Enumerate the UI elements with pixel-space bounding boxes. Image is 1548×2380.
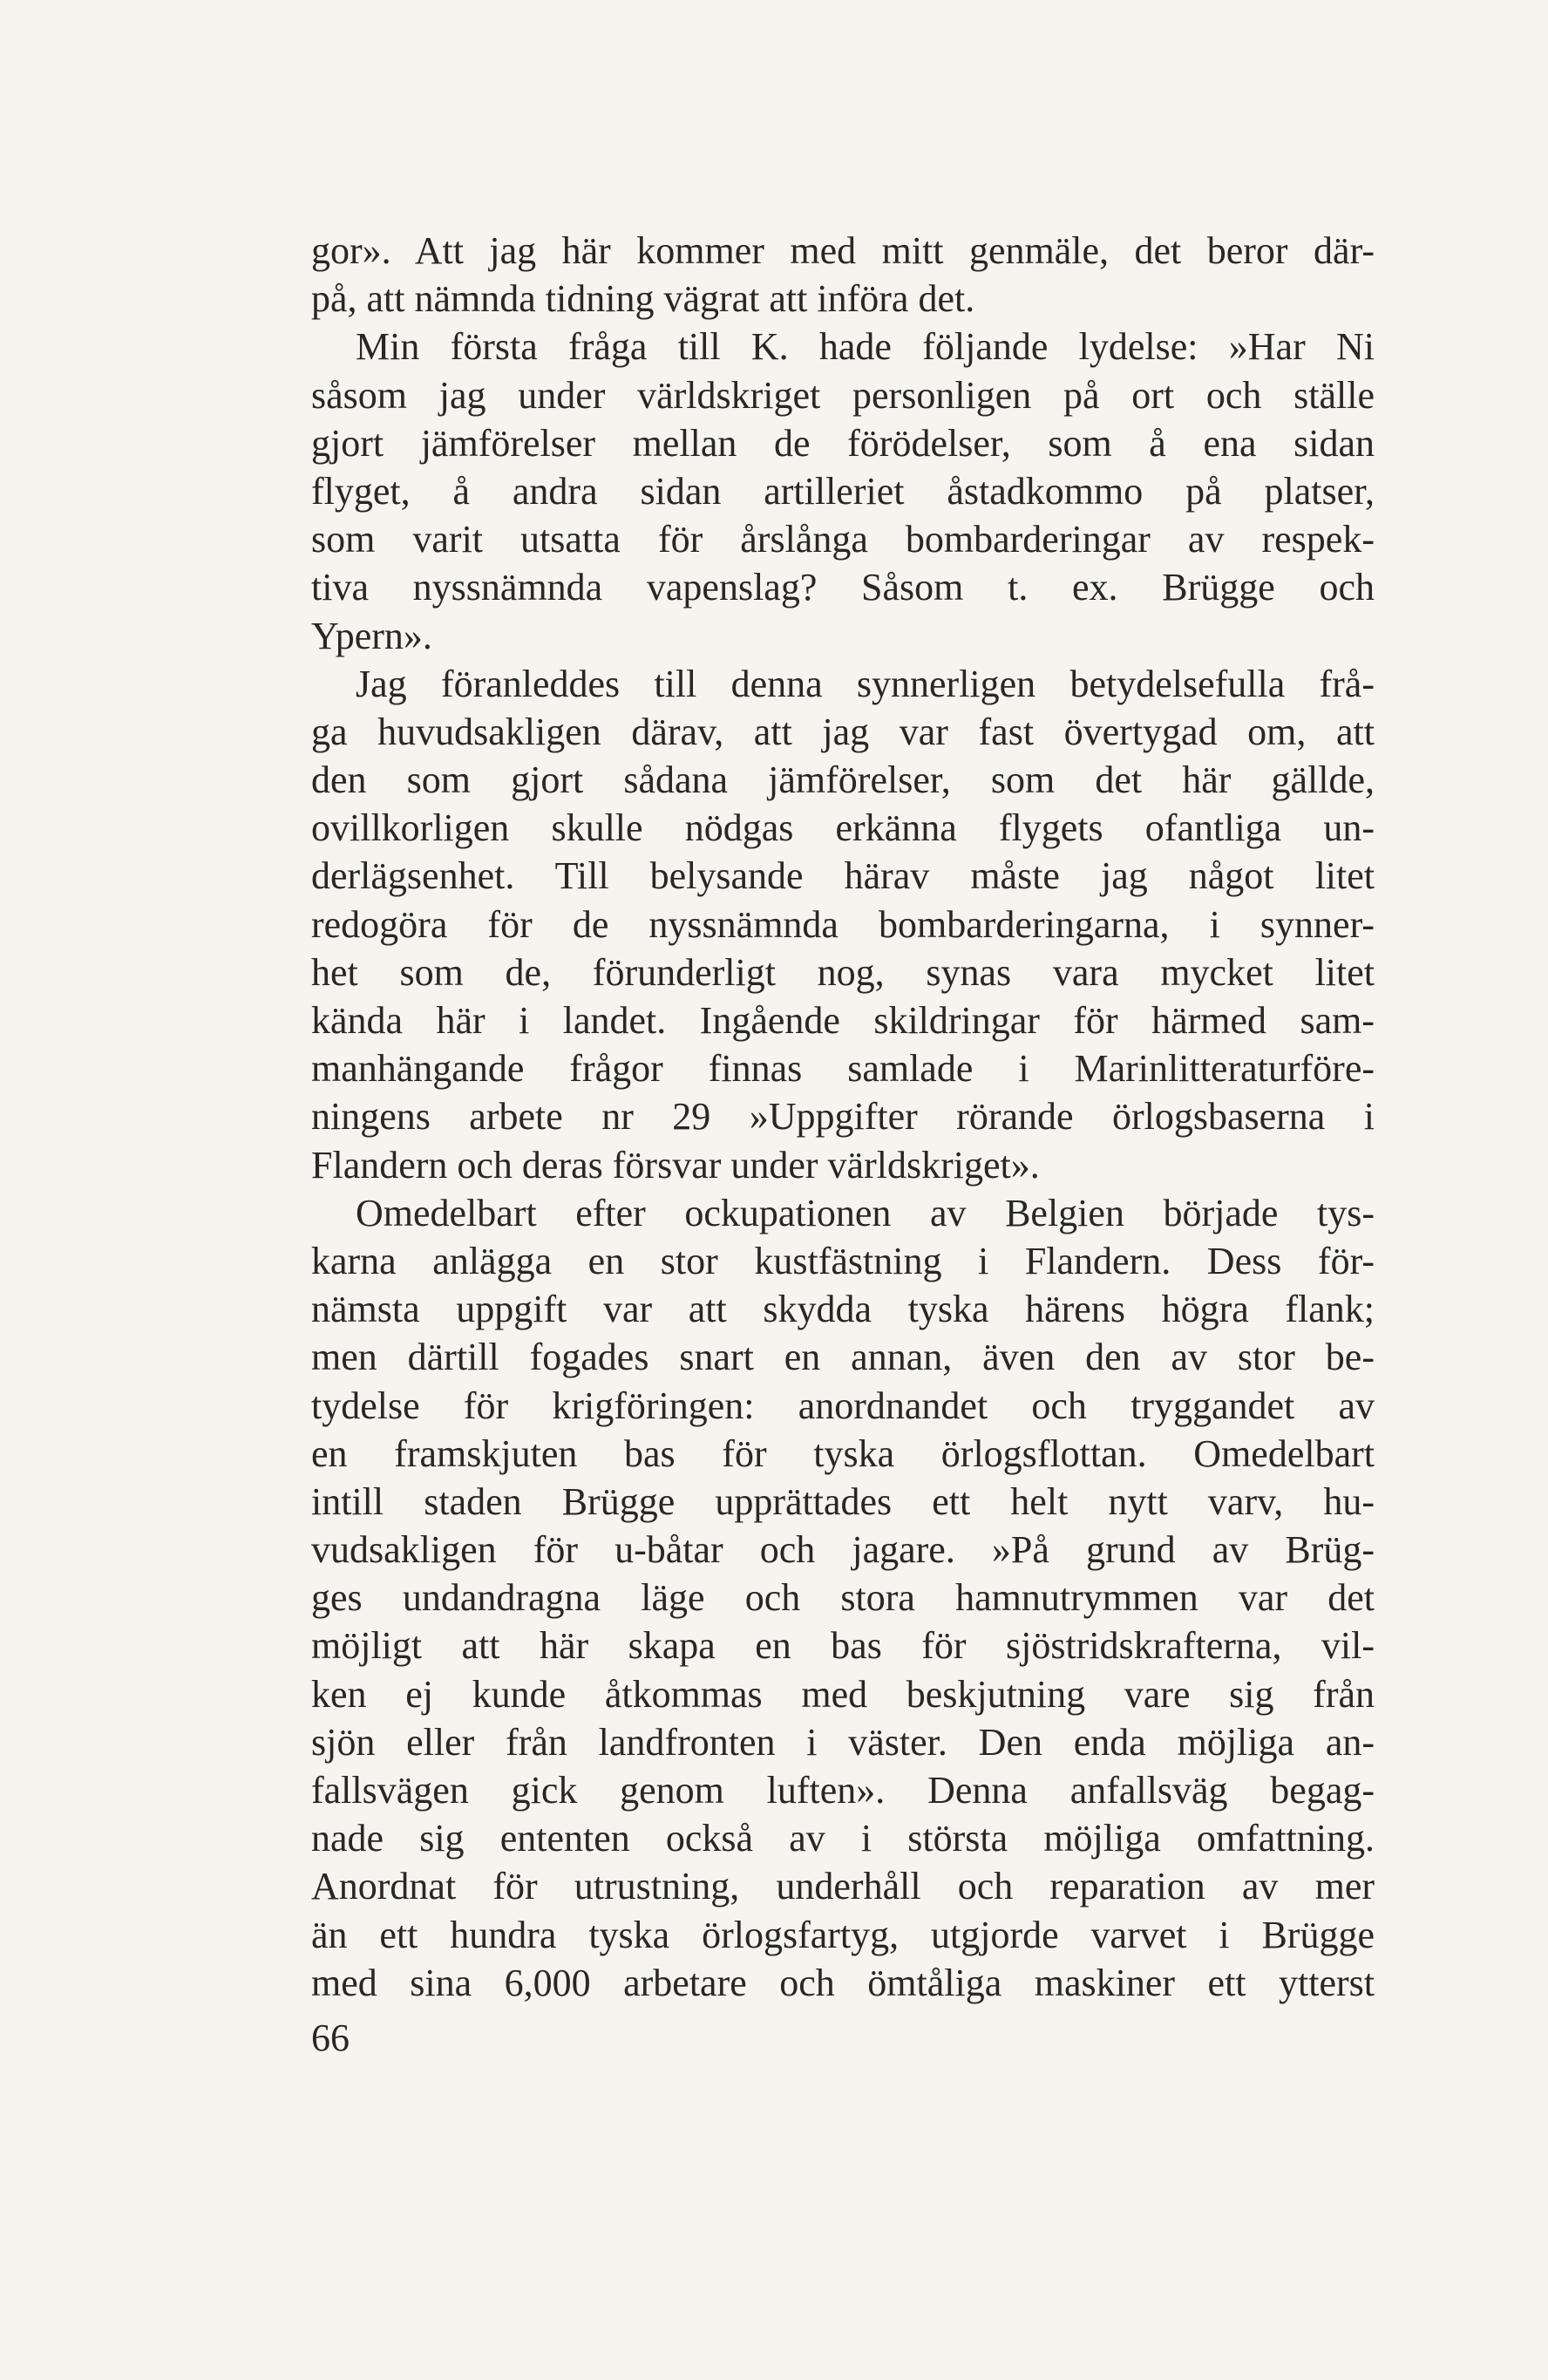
text-line: tiva nyssnämnda vapenslag? Såsom t. ex. Brügge och [311,566,1375,609]
text-line: fallsvägen gick genom luften». Denna anfallsväg begag- [311,1769,1375,1812]
text-line: sjön eller från landfronten i väster. Den enda möjliga an- [311,1720,1375,1764]
page-number: 66 [311,2016,350,2059]
text-line: Ypern». [311,614,432,657]
text-line: kända här i landet. Ingående skildringar för härmed sam- [311,999,1375,1042]
text-line: Anordnat för utrustning, underhåll och reparation av mer [311,1865,1375,1908]
text-line: vudsakligen för u-båtar och jagare. »På grund av Brüg- [311,1528,1375,1572]
text-line: intill staden Brügge upprättades ett helt nytt varv, hu- [311,1479,1375,1523]
text-line: manhängande frågor finnas samlade i Marinlitteraturföre- [311,1047,1375,1091]
text-line: flyget, å andra sidan artilleriet åstadkommo på platser, [311,469,1375,513]
text-line: ga huvudsakligen därav, att jag var fast övertygad om, att [311,710,1375,753]
text-line: gjort jämförelser mellan de förödelser, som å ena sidan [311,421,1375,465]
text-line: karna anlägga en stor kustfästning i Flandern. Dess för- [311,1239,1375,1282]
text-line: en framskjuten bas för tyska örlogsflottan. Omedelbart [311,1431,1375,1475]
text-line: den som gjort sådana jämförelser, som det här gällde, [311,758,1375,802]
text-line: nämsta uppgift var att skydda tyska härens högra flank; [311,1288,1375,1331]
text-line: gor». Att jag här kommer med mitt genmäle, det beror där- [311,229,1375,272]
text-line: som varit utsatta för årslånga bombarderingar av respek- [311,518,1375,561]
text-line: redogöra för de nyssnämnda bombarderingarna, i synner- [311,902,1375,946]
text-line: ningens arbete nr 29 »Uppgifter rörande örlogsbaserna i [311,1095,1375,1139]
text-line: nade sig ententen också av i största möjliga omfattning. [311,1817,1375,1860]
text-line: Jag föranleddes till denna synnerligen betydelsefulla frå- [356,662,1375,705]
text-line: Flandern och deras försvar under världskriget». [311,1143,1040,1187]
text-line: het som de, förunderligt nog, synas vara mycket litet [311,950,1375,994]
text-line: möjligt att här skapa en bas för sjöstridskrafterna, vil- [311,1624,1375,1668]
text-line: på, att nämnda tidning vägrat att införa det. [311,277,975,321]
text-line: derlägsenhet. Till belysande härav måste jag något litet [311,854,1375,898]
text-line: ken ej kunde åtkommas med beskjutning vare sig från [311,1672,1375,1716]
text-line: än ett hundra tyska örlogsfartyg, utgjorde varvet i Brügge [311,1913,1375,1956]
text-line: Min första fråga till K. hade följande lydelse: »Har Ni [356,325,1375,369]
text-line: med sina 6,000 arbetare och ömtåliga maskiner ett ytterst [311,1961,1375,2004]
text-line: men därtill fogades snart en annan, även den av stor be- [311,1336,1375,1379]
text-line: såsom jag under världskriget personligen på ort och ställe [311,373,1375,417]
text-line: tydelse för krigföringen: anordnandet och tryggandet av [311,1384,1375,1427]
text-line: ovillkorligen skulle nödgas erkänna flygets ofantliga un- [311,806,1375,850]
text-line: Omedelbart efter ockupationen av Belgien började tys- [356,1191,1375,1234]
body-text [311,227,1375,2007]
text-line: ges undandragna läge och stora hamnutrymmen var det [311,1576,1375,1620]
